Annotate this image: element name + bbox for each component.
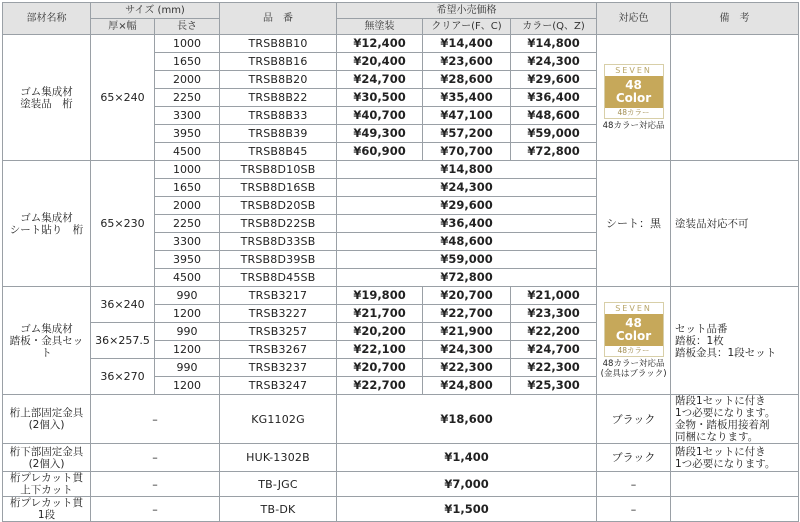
seven-48-color-logo: SEVEN 48 Color 48カラー <box>604 64 664 119</box>
table-row: 36×257.5 990 TRSB3257 ¥20,200 ¥21,900 ¥22,200 <box>3 323 799 341</box>
table-row: 36×270 990 TRSB3237 ¥20,700 ¥22,300 ¥22,300 <box>3 359 799 377</box>
group-b-color: シート：黒 <box>597 161 671 287</box>
table-row: 1650 TRSB8D16SB ¥24,300 <box>3 179 799 197</box>
part-name: 桁プレカット貫 1段 <box>3 497 91 522</box>
header-clear: クリアー(F、C) <box>423 19 511 35</box>
table-row: 3950 TRSB8D39SB ¥59,000 <box>3 251 799 269</box>
group-a-size: 65×240 <box>91 35 155 161</box>
header-color-option: 対応色 <box>597 3 671 35</box>
table-row: ゴム集成材 踏板・金具セット 36×240 990 TRSB3217 ¥19,800 ¥20,700 ¥21,000 SEVEN 48 Color 48カラー 48カラー対応品 (金具はブラック) セット品番 踏板：1枚 踏板金具：1段セット <box>3 287 799 305</box>
group-a-name: ゴム集成材 塗装品 桁 <box>3 35 91 161</box>
table-row: 2250 TRSB8B22 ¥30,500 ¥35,400 ¥36,400 <box>3 89 799 107</box>
table-row: 4500 TRSB8B45 ¥60,900 ¥70,700 ¥72,800 <box>3 143 799 161</box>
group-c-remarks: セット品番 踏板：1枚 踏板金具：1段セット <box>671 287 799 395</box>
header-remarks: 備 考 <box>671 3 799 35</box>
table-row: 桁プレカット貫 上下カット – TB-JGC ¥7,000 – <box>3 472 799 497</box>
header-thickness-width: 厚×幅 <box>91 19 155 35</box>
header-unpainted: 無塗装 <box>337 19 423 35</box>
group-c-name: ゴム集成材 踏板・金具セット <box>3 287 91 395</box>
group-c-color-logo: SEVEN 48 Color 48カラー 48カラー対応品 (金具はブラック) <box>597 287 671 395</box>
table-row: 桁プレカット貫 1段 – TB-DK ¥1,500 – <box>3 497 799 522</box>
header-size: サイズ (mm) <box>91 3 220 19</box>
group-b-size: 65×230 <box>91 161 155 287</box>
group-a-color-logo: SEVEN 48 Color 48カラー 48カラー対応品 <box>597 35 671 161</box>
header-price: 希望小売価格 <box>337 3 597 19</box>
table-row: 2000 TRSB8D20SB ¥29,600 <box>3 197 799 215</box>
header-product-no: 品 番 <box>220 3 337 35</box>
part-name: 桁プレカット貫 上下カット <box>3 472 91 497</box>
part-name: 桁上部固定金具 (2個入) <box>3 395 91 444</box>
table-row: 3300 TRSB8D33SB ¥48,600 <box>3 233 799 251</box>
part-name: 桁下部固定金具 (2個入) <box>3 444 91 472</box>
table-row: 4500 TRSB8D45SB ¥72,800 <box>3 269 799 287</box>
group-c-size-3: 36×270 <box>91 359 155 395</box>
price-table <box>2 2 799 522</box>
table-row: 1200 TRSB3227 ¥21,700 ¥22,700 ¥23,300 <box>3 305 799 323</box>
table-row: ゴム集成材 塗装品 桁 65×240 1000 TRSB8B10 ¥12,400 ¥14,400 ¥14,800 SEVEN 48 Color 48カラー 48カラー対応品 <box>3 35 799 53</box>
table-row: 1650 TRSB8B16 ¥20,400 ¥23,600 ¥24,300 <box>3 53 799 71</box>
group-a-remarks <box>671 35 799 161</box>
group-b-remarks: 塗装品対応不可 <box>671 161 799 287</box>
header-length: 長さ <box>155 19 220 35</box>
seven-48-color-logo: SEVEN 48 Color 48カラー <box>604 302 664 357</box>
table-row: 2000 TRSB8B20 ¥24,700 ¥28,600 ¥29,600 <box>3 71 799 89</box>
group-b-name: ゴム集成材 シート貼り 桁 <box>3 161 91 287</box>
group-c-size-1: 36×240 <box>91 287 155 323</box>
header-color: カラー(Q、Z) <box>511 19 597 35</box>
table-row: 桁下部固定金具 (2個入) – HUK-1302B ¥1,400 ブラック 階段1セットに付き 1つ必要になります。 <box>3 444 799 472</box>
table-row: 3300 TRSB8B33 ¥40,700 ¥47,100 ¥48,600 <box>3 107 799 125</box>
table-row: 桁上部固定金具 (2個入) – KG1102G ¥18,600 ブラック 階段1セットに付き 1つ必要になります。 金物・踏板用接着剤 同梱になります。 <box>3 395 799 444</box>
header-part-name: 部材名称 <box>3 3 91 35</box>
table-row: ゴム集成材 シート貼り 桁 65×230 1000 TRSB8D10SB ¥14,800 シート：黒 塗装品対応不可 <box>3 161 799 179</box>
table-row: 3950 TRSB8B39 ¥49,300 ¥57,200 ¥59,000 <box>3 125 799 143</box>
table-row: 2250 TRSB8D22SB ¥36,400 <box>3 215 799 233</box>
group-c-size-2: 36×257.5 <box>91 323 155 359</box>
table-row: 1200 TRSB3267 ¥22,100 ¥24,300 ¥24,700 <box>3 341 799 359</box>
table-row: 1200 TRSB3247 ¥22,700 ¥24,800 ¥25,300 <box>3 377 799 395</box>
